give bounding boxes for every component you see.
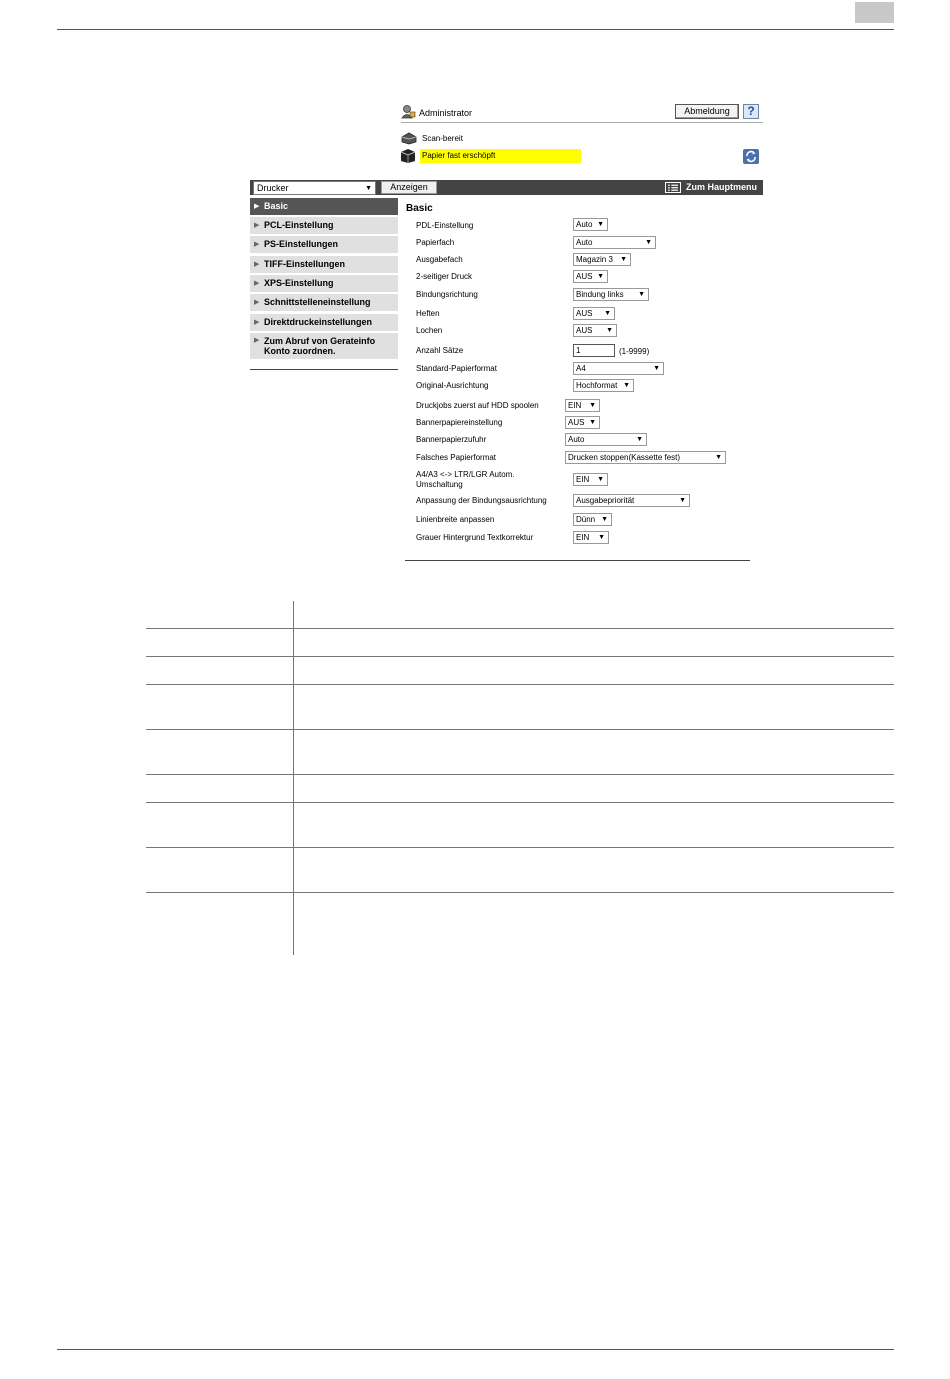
category-select-value: Drucker bbox=[257, 183, 289, 193]
select-value: Ausgabepriorität bbox=[576, 496, 635, 505]
chevron-down-icon: ▼ bbox=[365, 185, 372, 192]
label-hdd-spool: Druckjobs zuerst auf HDD spoolen bbox=[416, 401, 539, 410]
triangle-right-icon: ▶ bbox=[254, 299, 260, 306]
help-icon[interactable]: ? bbox=[743, 104, 759, 119]
select-wrong-paper-size[interactable] bbox=[565, 451, 726, 464]
label-punch: Lochen bbox=[416, 326, 443, 335]
select-value: EIN bbox=[576, 475, 590, 484]
triangle-right-icon: ▶ bbox=[254, 337, 260, 344]
chevron-down-icon: ▼ bbox=[620, 256, 627, 263]
label-paper-size: Standard-Papierformat bbox=[416, 364, 497, 373]
select-binding-direction[interactable] bbox=[573, 288, 649, 301]
select-line-width[interactable] bbox=[573, 513, 612, 526]
label-banner-feed: Bannerpapierzufuhr bbox=[416, 435, 487, 444]
main-end-rule bbox=[405, 560, 750, 561]
select-value: AUS bbox=[576, 309, 593, 318]
select-value: EIN bbox=[576, 533, 590, 542]
select-value: A4 bbox=[576, 364, 586, 373]
main-menu-icon[interactable] bbox=[665, 182, 681, 193]
select-value: AUS bbox=[576, 272, 593, 281]
label-auto-switch: A4/A3 <-> LTR/LGR Autom. Umschaltung bbox=[416, 470, 515, 489]
select-hdd-spool[interactable] bbox=[565, 399, 600, 412]
select-value: AUS bbox=[576, 326, 593, 335]
table-row-divider bbox=[146, 892, 894, 893]
select-punch[interactable] bbox=[573, 324, 617, 337]
table-row-divider bbox=[146, 802, 894, 803]
chevron-down-icon: ▼ bbox=[636, 436, 643, 443]
select-value: Dünn bbox=[576, 515, 596, 524]
chevron-down-icon: ▼ bbox=[601, 516, 608, 523]
triangle-right-icon: ▶ bbox=[254, 241, 260, 248]
sidebar-item-label: PS-Einstellungen bbox=[264, 239, 339, 249]
select-staple[interactable] bbox=[573, 307, 615, 320]
sidebar-item-tiff[interactable] bbox=[250, 256, 398, 273]
administrator-label: Administrator bbox=[419, 108, 473, 118]
chevron-down-icon: ▼ bbox=[606, 327, 613, 334]
table-row-divider bbox=[146, 656, 894, 657]
label-pdl: PDL-Einstellung bbox=[416, 221, 474, 230]
select-binding-adjust[interactable] bbox=[573, 494, 690, 507]
label-binding-direction: Bindungsrichtung bbox=[416, 290, 478, 299]
category-select[interactable] bbox=[253, 181, 376, 195]
printer-icon bbox=[400, 131, 418, 145]
label-staple: Heften bbox=[416, 309, 440, 318]
sidebar-item-interface[interactable] bbox=[250, 294, 398, 311]
logout-button[interactable]: Abmeldung bbox=[675, 104, 739, 119]
select-auto-switch[interactable] bbox=[573, 473, 608, 486]
select-value: Bindung links bbox=[576, 290, 624, 299]
footer-rule bbox=[57, 1349, 894, 1350]
select-value: Drucken stoppen(Kassette fest) bbox=[568, 453, 681, 462]
chevron-down-icon: ▼ bbox=[653, 365, 660, 372]
chevron-down-icon: ▼ bbox=[645, 239, 652, 246]
table-row-divider bbox=[146, 847, 894, 848]
select-value: Hochformat bbox=[576, 381, 618, 390]
select-orientation[interactable] bbox=[573, 379, 634, 392]
label-copies: Anzahl Sätze bbox=[416, 346, 464, 355]
sidebar-item-label: PCL-Einstellung bbox=[264, 220, 334, 230]
sidebar-item-label: Basic bbox=[264, 201, 289, 211]
select-value: Auto bbox=[576, 220, 593, 229]
sidebar-item-label: XPS-Einstellung bbox=[264, 278, 334, 288]
copies-input[interactable]: 1 bbox=[573, 344, 615, 357]
label-paper-tray: Papierfach bbox=[416, 238, 455, 247]
table-column-divider bbox=[293, 601, 294, 955]
select-banner-feed[interactable] bbox=[565, 433, 647, 446]
select-paper-tray[interactable] bbox=[573, 236, 656, 249]
page-number-box bbox=[855, 2, 894, 23]
table-row-divider bbox=[146, 628, 894, 629]
triangle-right-icon: ▶ bbox=[254, 280, 260, 287]
label-gray-bg-correction: Grauer Hintergrund Textkorrektur bbox=[416, 533, 534, 542]
triangle-right-icon: ▶ bbox=[254, 222, 260, 229]
select-pdl[interactable] bbox=[573, 218, 608, 231]
sidebar-item-label: TIFF-Einstellungen bbox=[264, 259, 345, 269]
label-banner-setting: Bannerpapiereinstellung bbox=[416, 418, 503, 427]
show-button[interactable]: Anzeigen bbox=[381, 181, 437, 194]
label-output-tray: Ausgabefach bbox=[416, 255, 463, 264]
sidebar-item-device-info[interactable] bbox=[250, 333, 398, 359]
administrator-icon bbox=[401, 104, 416, 119]
header-rule bbox=[57, 29, 894, 30]
select-value: AUS bbox=[568, 418, 585, 427]
chevron-down-icon: ▼ bbox=[638, 291, 645, 298]
table-row-divider bbox=[146, 774, 894, 775]
chevron-down-icon: ▼ bbox=[597, 476, 604, 483]
sidebar-item-direct-print[interactable] bbox=[250, 314, 398, 331]
select-paper-size[interactable] bbox=[573, 362, 664, 375]
select-output-tray[interactable] bbox=[573, 253, 631, 266]
select-gray-bg-correction[interactable] bbox=[573, 531, 609, 544]
sidebar-item-label: Zum Abruf von Gerateinfo Konto zuordnen. bbox=[264, 336, 376, 356]
table-row-divider bbox=[146, 684, 894, 685]
page-title: Basic bbox=[406, 203, 433, 214]
triangle-right-icon: ▶ bbox=[254, 203, 260, 210]
copies-range-hint: (1-9999) bbox=[619, 347, 650, 356]
chevron-down-icon: ▼ bbox=[679, 497, 686, 504]
table-row-divider bbox=[146, 729, 894, 730]
select-value: EIN bbox=[568, 401, 582, 410]
label-wrong-paper-size: Falsches Papierformat bbox=[416, 453, 497, 462]
triangle-right-icon: ▶ bbox=[254, 261, 260, 268]
chevron-down-icon: ▼ bbox=[589, 419, 596, 426]
chevron-down-icon: ▼ bbox=[597, 221, 604, 228]
chevron-down-icon: ▼ bbox=[604, 310, 611, 317]
refresh-icon[interactable] bbox=[743, 149, 759, 164]
status-paper-low: Papier fast erschöpft bbox=[422, 151, 496, 160]
select-duplex[interactable] bbox=[573, 270, 608, 283]
select-banner-setting[interactable] bbox=[565, 416, 600, 429]
select-value: Magazin 3 bbox=[576, 255, 613, 264]
select-value: Auto bbox=[576, 238, 593, 247]
chevron-down-icon: ▼ bbox=[598, 534, 605, 541]
select-value: Auto bbox=[568, 435, 585, 444]
sidebar-item-label: Schnittstelleneinstellung bbox=[264, 297, 371, 307]
label-line-width: Linienbreite anpassen bbox=[416, 515, 495, 524]
main-menu-link[interactable]: Zum Hauptmenu bbox=[686, 182, 757, 192]
chevron-down-icon: ▼ bbox=[589, 402, 596, 409]
label-orientation: Original-Ausrichtung bbox=[416, 381, 489, 390]
admin-separator bbox=[401, 122, 763, 123]
paper-box-icon bbox=[399, 148, 417, 164]
sidebar-end-rule bbox=[250, 369, 398, 370]
sidebar-item-ps[interactable] bbox=[250, 236, 398, 253]
sidebar-item-label: Direktdruckeinstellungen bbox=[264, 317, 373, 327]
status-scan-ready: Scan-bereit bbox=[422, 134, 463, 143]
chevron-down-icon: ▼ bbox=[623, 382, 630, 389]
label-binding-adjust: Anpassung der Bindungsausrichtung bbox=[416, 496, 547, 505]
sidebar-item-xps[interactable] bbox=[250, 275, 398, 292]
sidebar-item-pcl[interactable] bbox=[250, 217, 398, 234]
triangle-right-icon: ▶ bbox=[254, 319, 260, 326]
chevron-down-icon: ▼ bbox=[597, 273, 604, 280]
sidebar-item-basic[interactable] bbox=[250, 198, 398, 215]
chevron-down-icon: ▼ bbox=[715, 454, 722, 461]
label-duplex: 2-seitiger Druck bbox=[416, 272, 473, 281]
